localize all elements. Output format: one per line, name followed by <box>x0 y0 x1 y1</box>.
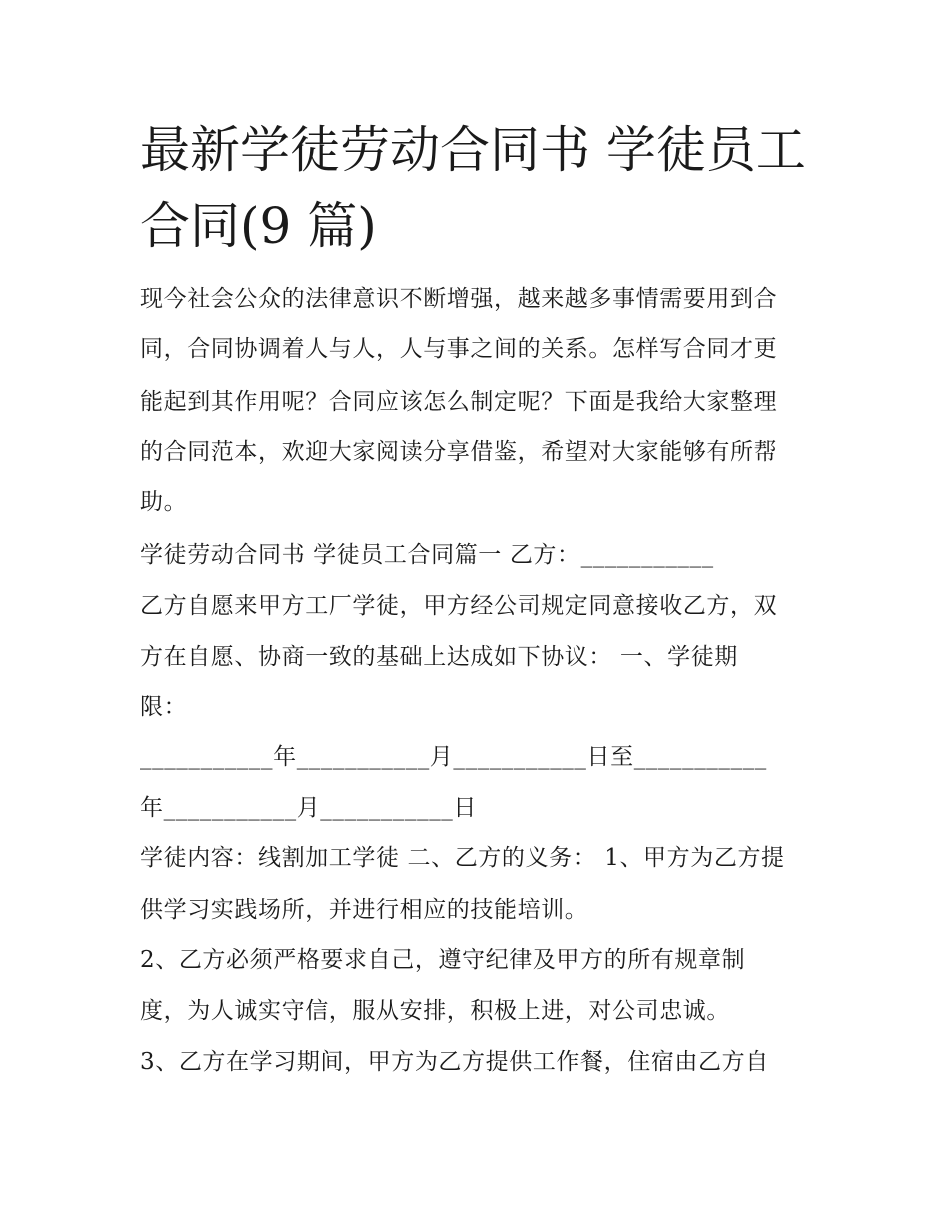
document-title <box>140 112 820 264</box>
body-line: 同，合同协调着人与人，人与事之间的关系。怎样写合同才更 <box>140 336 778 362</box>
body-line: 方在自愿、协商一致的基础上达成如下协议： 一、学徒期 <box>140 644 738 670</box>
title-line-2: 合同(9 篇) <box>140 197 377 255</box>
body-line: 3、乙方在学习期间，甲方为乙方提供工作餐，住宿由乙方自 <box>140 1049 769 1075</box>
body-line: 供学习实践场所，并进行相应的技能培训。 <box>140 897 589 923</box>
body-line: 现今社会公众的法律意识不断增强，越来越多事情需要用到合 <box>140 286 778 312</box>
body-line: 年___________月___________日 <box>140 795 477 821</box>
title-line-1: 最新学徒劳动合同书 学徒员工 <box>140 121 806 179</box>
body-line: 能起到其作用呢？合同应该怎么制定呢？下面是我给大家整理 <box>140 389 778 415</box>
body-line: 学徒劳动合同书 学徒员工合同篇一 乙方：___________ <box>140 542 714 568</box>
body-line: 度，为人诚实守信，服从安排，积极上进，对公司忠诚。 <box>140 998 730 1024</box>
body-line: 2、乙方必须严格要求自己，遵守纪律及甲方的所有规章制 <box>140 947 746 973</box>
body-line: 学徒内容：线割加工学徒 二、乙方的义务： 1、甲方为乙方提 <box>140 845 785 871</box>
body-line: 助。 <box>140 489 188 515</box>
body-line: ___________年___________月___________日至___________ <box>140 744 767 770</box>
body-line: 乙方自愿来甲方工厂学徒，甲方经公司规定同意接收乙方，双 <box>140 593 778 619</box>
body-line: 的合同范本，欢迎大家阅读分享借鉴，希望对大家能够有所帮 <box>140 439 778 465</box>
body-line: 限： <box>140 694 188 720</box>
